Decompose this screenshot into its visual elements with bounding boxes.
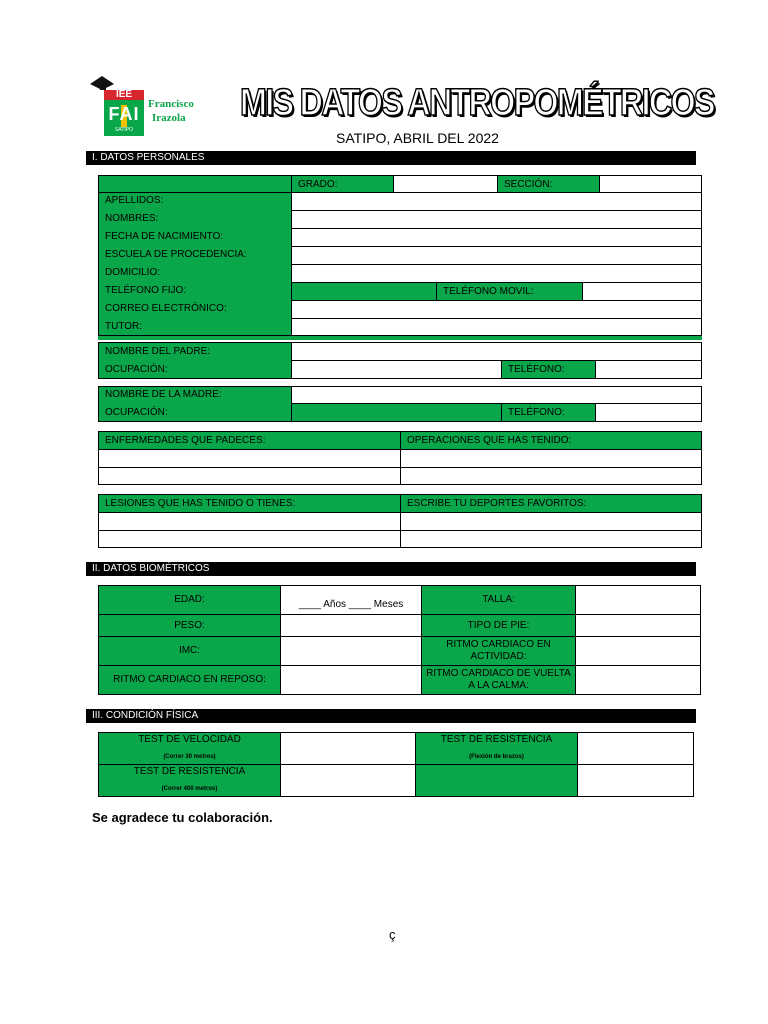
lesiones-field-1[interactable] (98, 512, 401, 531)
ritmo-actividad-label: RITMO CARDIACO EN ACTIVIDAD: (421, 636, 576, 666)
domicilio-label: DOMICILIO: (105, 267, 161, 278)
nombre-padre-label: NOMBRE DEL PADRE: (105, 346, 211, 357)
logo-name-1: Francisco (148, 98, 194, 110)
test-resistencia-flexion-field[interactable] (577, 732, 694, 765)
telefono-fijo-label: TELÉFONO FIJO: (105, 285, 187, 296)
tipo-pie-label: TIPO DE PIE: (421, 614, 576, 637)
nombre-padre-field[interactable] (291, 342, 702, 361)
telefono-fijo-field[interactable] (291, 282, 437, 301)
telefono-madre-field[interactable] (595, 403, 702, 422)
imc-label: IMC: (98, 636, 281, 666)
operaciones-header: OPERACIONES QUE HAS TENIDO: (400, 431, 702, 450)
escuela-field[interactable] (291, 246, 702, 265)
imc-field[interactable] (280, 636, 422, 666)
test-resistencia-flexion-title: TEST DE RESISTENCIA (440, 734, 553, 745)
ritmo-calma-label: RITMO CARDIACO DE VUELTA A LA CALMA: (421, 665, 576, 695)
page-mark: ç (389, 927, 396, 942)
fecha-nacimiento-label: FECHA DE NACIMIENTO: (105, 231, 224, 242)
test-resistencia-label (98, 764, 281, 797)
correo-field[interactable] (291, 300, 702, 319)
school-logo (88, 72, 200, 138)
logo-name-2: Irazola (152, 112, 186, 124)
lesiones-header: LESIONES QUE HAS TENIDO O TIENES: (98, 494, 401, 513)
page-title: MIS DATOS ANTROPOMÉTRICOS (240, 82, 714, 124)
enfermedades-field-2[interactable] (98, 467, 401, 485)
nombre-madre-label: NOMBRE DE LA MADRE: (105, 389, 222, 400)
talla-label: TALLA: (421, 585, 576, 615)
test-resistencia-flexion-note: (Flexión de brazos) (469, 754, 524, 760)
logo-letters: FAI (108, 104, 140, 124)
test-velocidad-field[interactable] (280, 732, 416, 765)
extra-test-field[interactable] (577, 764, 694, 797)
operaciones-field-1[interactable] (400, 449, 702, 468)
ocupacion-madre-label: OCUPACIÓN: (105, 407, 168, 418)
test-resistencia-title: TEST DE RESISTENCIA (133, 766, 246, 777)
deportes-header: ESCRIBE TU DEPORTES FAVORITOS: (400, 494, 702, 513)
section-condicion-fisica: III. CONDICIÓN FÍSICA (86, 709, 696, 723)
edad-field[interactable]: ____ Años ____ Meses (280, 585, 422, 615)
page-subtitle: SATIPO, ABRIL DEL 2022 (336, 130, 499, 146)
fecha-nacimiento-field[interactable] (291, 228, 702, 247)
logo-top-text: IEE (115, 89, 133, 100)
test-velocidad-label (98, 732, 281, 765)
test-resistencia-flexion-label (415, 732, 578, 765)
telefono-padre-field[interactable] (595, 360, 702, 379)
telefono-movil-label: TELÉFONO MOVIL: (436, 282, 583, 301)
operaciones-field-2[interactable] (400, 467, 702, 485)
logo-place: SATIPO (115, 127, 133, 133)
grado-label: GRADO: (291, 175, 394, 193)
ritmo-reposo-label: RITMO CARDIACO EN REPOSO: (98, 665, 281, 695)
seccion-label: SECCIÓN: (497, 175, 600, 193)
enfermedades-header: ENFERMEDADES QUE PADECES: (98, 431, 401, 450)
correo-label: CORREO ELECTRÓNICO: (105, 303, 227, 314)
telefono-madre-label: TELÉFONO: (501, 403, 596, 422)
grado-blank (98, 175, 292, 193)
telefono-padre-label: TELÉFONO: (501, 360, 596, 379)
ritmo-actividad-field[interactable] (575, 636, 701, 666)
tutor-field[interactable] (291, 318, 702, 336)
peso-field[interactable] (280, 614, 422, 637)
test-resistencia-field[interactable] (280, 764, 416, 797)
tipo-pie-field[interactable] (575, 614, 701, 637)
nombre-madre-field[interactable] (291, 386, 702, 404)
domicilio-field[interactable] (291, 264, 702, 283)
nombres-field[interactable] (291, 210, 702, 229)
apellidos-label: APELLIDOS: (105, 195, 164, 206)
test-resistencia-note: (Correr 400 metros) (161, 786, 218, 792)
peso-label: PESO: (98, 614, 281, 637)
talla-field[interactable] (575, 585, 701, 615)
ritmo-calma-field[interactable] (575, 665, 701, 695)
section-datos-biometricos: II. DATOS BIOMÉTRICOS (86, 562, 696, 576)
ocupacion-padre-label: OCUPACIÓN: (105, 364, 168, 375)
deportes-field-1[interactable] (400, 512, 702, 531)
deportes-field-2[interactable] (400, 530, 702, 548)
ocupacion-madre-field[interactable] (291, 403, 502, 422)
ocupacion-padre-field[interactable] (291, 360, 502, 379)
enfermedades-field-1[interactable] (98, 449, 401, 468)
ritmo-reposo-field[interactable] (280, 665, 422, 695)
grado-field[interactable] (393, 175, 498, 193)
edad-label: EDAD: (98, 585, 281, 615)
seccion-field[interactable] (599, 175, 702, 193)
test-velocidad-title: TEST DE VELOCIDAD (138, 734, 241, 745)
escuela-label: ESCUELA DE PROCEDENCIA: (105, 249, 247, 260)
padre-divider (98, 336, 702, 340)
telefono-movil-field[interactable] (582, 282, 702, 301)
apellidos-field[interactable] (291, 192, 702, 211)
test-velocidad-note: (Correr 30 metros) (163, 754, 216, 760)
tutor-label: TUTOR: (105, 321, 143, 332)
lesiones-field-2[interactable] (98, 530, 401, 548)
section-datos-personales: I. DATOS PERSONALES (86, 151, 696, 165)
nombres-label: NOMBRES: (105, 213, 159, 224)
extra-test-label (415, 764, 578, 797)
thanks-note: Se agradece tu colaboración. (92, 810, 273, 825)
